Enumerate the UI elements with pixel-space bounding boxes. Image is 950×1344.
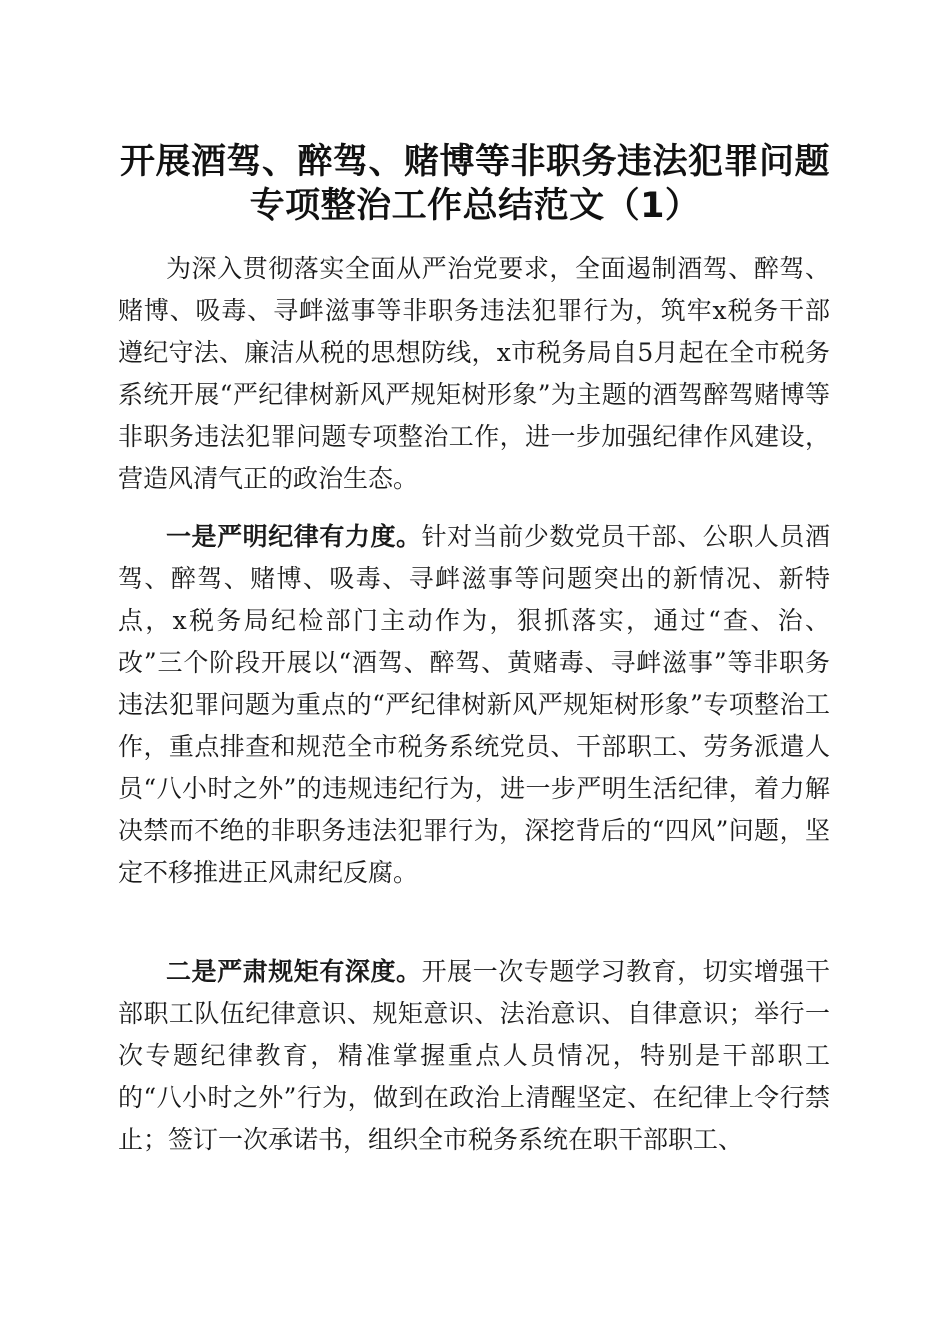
section-2-text: 开展一次专题学习教育，切实增强干部职工队伍纪律意识、规矩意识、法治意识、自律意识；举行一次专题纪律教育，精准掌握重点人员情况，特别是干部职工的“八小时之外”行为，做到在政治上清醒坚定、在纪律上令行禁止；签订一次承诺书，组织全市税务系统在职干部职工、 <box>118 957 830 1154</box>
paragraph-section-2 <box>118 951 830 1161</box>
section-1-text: 针对当前少数党员干部、公职人员酒驾、醉驾、赌博、吸毒、寻衅滋事等问题突出的新情况、新特点，x税务局纪检部门主动作为，狠抓落实，通过“查、治、改”三个阶段开展以“酒驾、醉驾、黄赌毒、寻衅滋事”等非职务违法犯罪问题为重点的“严纪律树新风严规矩树形象”专项整治工作，重点排查和规范全市税务系统党员、干部职工、劳务派遣人员“八小时之外”的违规违纪行为，进一步严明生活纪律，着力解决禁而不绝的非职务违法犯罪行为，深挖背后的“四风”问题，坚定不移推进正风肃纪反腐。 <box>118 522 830 887</box>
paragraph-intro <box>118 248 830 500</box>
paragraph-intro-text: 为深入贯彻落实全面从严治党要求，全面遏制酒驾、醉驾、赌博、吸毒、寻衅滋事等非职务违法犯罪行为，筑牢x税务干部遵纪守法、廉洁从税的思想防线，x市税务局自5月起在全市税务系统开展“严纪律树新风严规矩树形象”为主题的酒驾醉驾赌博等非职务违法犯罪问题专项整治工作，进一步加强纪律作风建设，营造风清气正的政治生态。 <box>118 254 830 493</box>
document-title-line-1: 开展酒驾、醉驾、赌博等非职务违法犯罪问题 <box>119 142 830 182</box>
document-title-line-2: 专项整治工作总结范文（1） <box>249 186 701 226</box>
section-2-heading: 二是严肃规矩有深度。 <box>166 957 422 986</box>
paragraph-section-1 <box>118 516 830 894</box>
section-1-heading: 一是严明纪律有力度。 <box>166 522 422 551</box>
